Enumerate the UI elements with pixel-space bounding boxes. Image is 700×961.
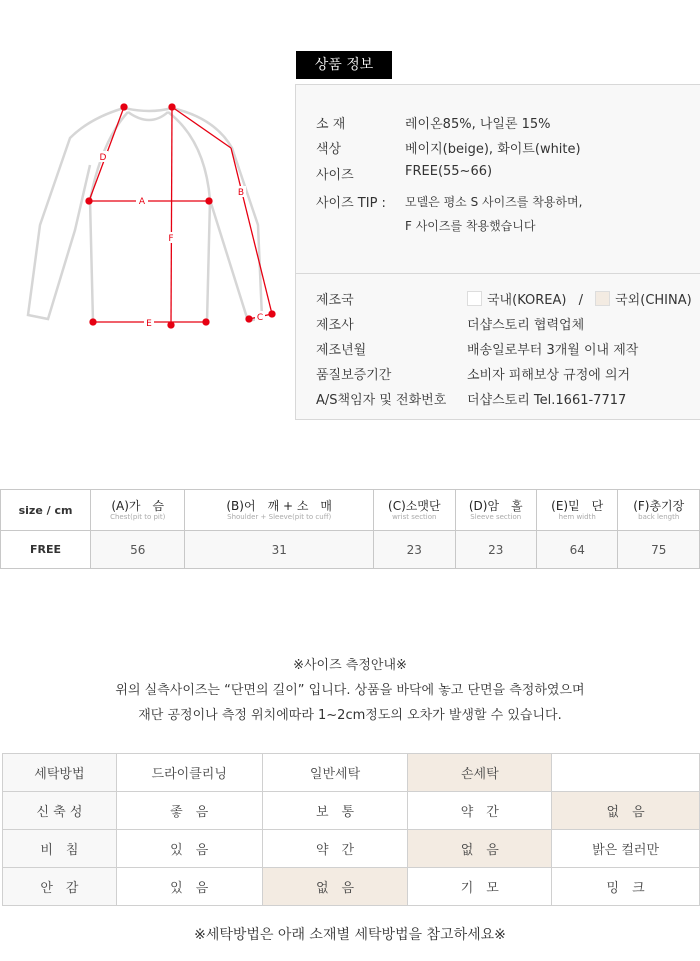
country-options	[467, 289, 692, 308]
measurement-lines	[86, 104, 275, 328]
manufacture-date-label: 제조년월	[316, 343, 367, 358]
size-tip-value: 모델은 평소 S 사이즈를 착용하며,	[405, 195, 583, 209]
sheer-light-colors: 밝은 컬러만	[552, 830, 700, 868]
sweater-outline-icon	[28, 108, 262, 322]
length-header: (F)총기장 back length	[618, 490, 700, 531]
size-unit-header: size / cm	[1, 490, 91, 531]
color-label: 색상	[316, 142, 342, 157]
stretch-good: 좋 음	[116, 792, 262, 830]
armhole-value: 23	[455, 531, 536, 569]
size-table	[0, 489, 700, 569]
stretch-none: 없 음	[552, 792, 700, 830]
shoulder-sleeve-value: 31	[185, 531, 374, 569]
sheer-slight: 약 간	[262, 830, 408, 868]
info-divider	[295, 273, 700, 274]
measurement-notice-title: ※사이즈 측정안내※	[293, 658, 407, 673]
wrist-value: 23	[374, 531, 455, 569]
garment-measurement-diagram	[0, 90, 290, 340]
shoulder-sleeve-header: (B)어 깨 + 소 매 Shoulder + Sleeve(pit to cuff)	[185, 490, 374, 531]
table-row	[1, 531, 700, 569]
stretch-header: 신 축 성	[3, 792, 117, 830]
size-label: 사이즈	[316, 168, 354, 183]
as-contact-label: A/S책임자 및 전화번호	[316, 393, 447, 408]
hem-value: 64	[536, 531, 617, 569]
country-china: 국외(CHINA)	[615, 293, 692, 308]
measurement-notice-line2: 재단 공정이나 측정 위치에따라 1~2cm정도의 오차가 발생할 수 있습니다.	[138, 708, 562, 723]
wash-footer-note: ※세탁방법은 아래 소재별 세탁방법을 참고하세요※	[194, 927, 506, 943]
length-value: 75	[618, 531, 700, 569]
wash-hand: 손세탁	[408, 754, 552, 792]
wash-empty	[552, 754, 700, 792]
wash-method-header: 세탁방법	[3, 754, 117, 792]
size-tip-value-2: F 사이즈를 착용했습니다	[405, 219, 536, 233]
size-tip-label: 사이즈 TIP :	[316, 196, 386, 211]
svg-text:F: F	[168, 234, 174, 244]
wash-dry-clean: 드라이클리닝	[116, 754, 262, 792]
measurement-notice-line1: 위의 실측사이즈는 “단면의 길이” 입니다. 상품을 바닥에 놓고 단면을 측정하였으며	[115, 683, 585, 698]
table-row	[3, 754, 700, 792]
hem-header: (E)밑 단 hem width	[536, 490, 617, 531]
wash-normal: 일반세탁	[262, 754, 408, 792]
armhole-header: (D)암 홀 Sleeve section	[455, 490, 536, 531]
chest-header: (A)가 슴 Chest(pit to pit)	[91, 490, 185, 531]
table-row	[3, 792, 700, 830]
product-info-title: 상품 정보	[296, 51, 392, 79]
lining-yes: 있 음	[116, 868, 262, 906]
stretch-normal: 보 통	[262, 792, 408, 830]
table-row	[3, 868, 700, 906]
sheer-yes: 있 음	[116, 830, 262, 868]
svg-text:B: B	[237, 188, 245, 198]
svg-text:E: E	[146, 319, 152, 329]
lining-mink: 밍 크	[552, 868, 700, 906]
manufacture-date-value: 배송일로부터 3개월 이내 제작	[467, 343, 639, 358]
country-korea: 국내(KOREA)	[487, 293, 567, 308]
korea-swatch-icon	[467, 291, 482, 306]
as-contact-value: 더샵스토리 Tel.1661-7717	[467, 393, 627, 408]
size-table-header	[1, 490, 700, 531]
lining-header: 안 감	[3, 868, 117, 906]
sheer-none: 없 음	[408, 830, 552, 868]
stretch-slight: 약 간	[408, 792, 552, 830]
lining-brushed: 기 모	[408, 868, 552, 906]
wash-care-table	[2, 753, 700, 906]
svg-text:D: D	[99, 153, 107, 163]
svg-text:C: C	[256, 313, 264, 323]
size-name: FREE	[1, 531, 91, 569]
color-value: 베이지(beige), 화이트(white)	[405, 142, 581, 157]
manufacturer-label: 제조사	[316, 318, 354, 333]
country-separator: /	[578, 293, 583, 308]
manufacturer-value: 더샵스토리 협력업체	[467, 318, 585, 333]
lining-none: 없 음	[262, 868, 408, 906]
warranty-value: 소비자 피해보상 규정에 의거	[467, 368, 631, 383]
table-row	[3, 830, 700, 868]
wrist-header: (C)소맷단 wrist section	[374, 490, 455, 531]
country-label: 제조국	[316, 293, 354, 308]
material-label: 소 재	[316, 117, 346, 132]
size-value: FREE(55~66)	[405, 164, 493, 179]
material-value: 레이온85%, 나일론 15%	[405, 117, 551, 132]
china-swatch-icon	[595, 291, 610, 306]
sheer-header: 비 침	[3, 830, 117, 868]
svg-text:A: A	[138, 197, 146, 207]
warranty-label: 품질보증기간	[316, 368, 392, 383]
chest-value: 56	[91, 531, 185, 569]
